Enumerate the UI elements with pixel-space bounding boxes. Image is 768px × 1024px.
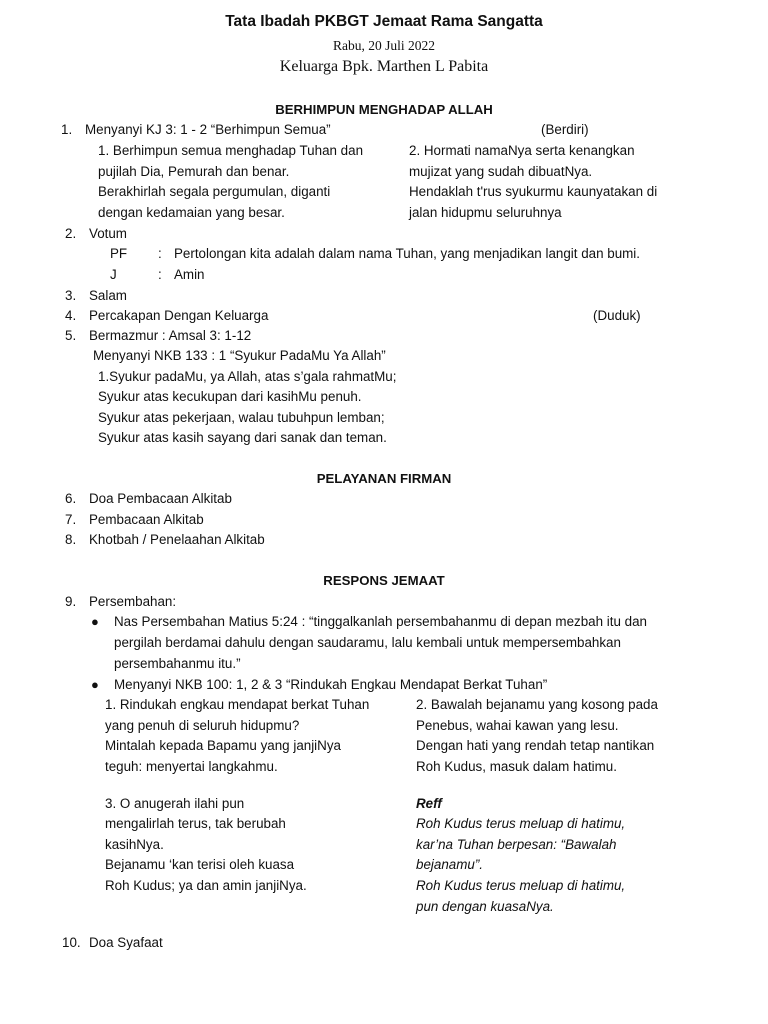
hymn-line: 2. Bawalah bejanamu yang kosong pada [416,697,658,712]
bullet-icon: ● [91,677,99,692]
item-number: 2. [65,226,77,241]
hymn-line: Roh Kudus; ya dan amin janjiNya. [105,878,307,893]
item-label: Menyanyi KJ 3: 1 - 2 “Berhimpun Semua” [85,122,331,137]
hymn-line: Roh Kudus, masuk dalam hatimu. [416,759,617,774]
item-label: Doa Syafaat [89,935,163,950]
votum-speaker: PF [110,246,128,261]
votum-text: Pertolongan kita adalah dalam nama Tuhan, yang menjadikan langit dan bumi. [174,246,641,261]
item-number: 6. [65,491,77,506]
hymn-line: 1. Berhimpun semua menghadap Tuhan dan [98,143,364,158]
hymn-line: Syukur atas pekerjaan, walau tubuhpun lemban; [98,410,385,425]
hymn-line: Mintalah kepada Bapamu yang janjiNya [105,738,341,753]
item-label: Votum [89,226,127,241]
hymn-line: Syukur atas kecukupan dari kasihMu penuh. [98,389,362,404]
section-heading-pelayanan: PELAYANAN FIRMAN [316,471,452,486]
offering-verse-line: pergilah berdamai dahulu dengan saudaramu, lalu kembali untuk mempersembahkan [114,635,621,650]
service-date: Rabu, 20 Juli 2022 [332,38,435,53]
item-number: 1. [61,122,73,137]
item-number: 3. [65,288,77,303]
hymn-line: Syukur atas kasih sayang dari sanak dan teman. [98,430,387,445]
item-label: Bermazmur : Amsal 3: 1-12 [89,328,252,343]
posture-note: (Berdiri) [541,122,589,137]
posture-note: (Duduk) [593,308,641,323]
hymn-line: jalan hidupmu seluruhnya [409,205,562,220]
refrain-line: Roh Kudus terus meluap di hatimu, [416,816,626,831]
hymn-line: Bejanamu ‘kan terisi oleh kuasa [105,857,295,872]
section-heading-respons: RESPONS JEMAAT [323,573,445,588]
item-number: 7. [65,512,77,527]
item-number: 10. [62,935,81,950]
page-title: Tata Ibadah PKBGT Jemaat Rama Sangatta [225,13,543,30]
hymn-line: pujilah Dia, Pemurah dan benar. [98,164,290,179]
offering-verse-line: Nas Persembahan Matius 5:24 : “tinggalkanlah persembahanmu di depan mezbah itu dan [114,614,647,629]
bullet-icon: ● [91,614,99,629]
item-label: Percakapan Dengan Keluarga [89,308,269,323]
item-label: Persembahan: [89,594,177,609]
item-label: Doa Pembacaan Alkitab [89,491,232,506]
item-label: Khotbah / Penelaahan Alkitab [89,532,265,547]
refrain-line: bejanamu”. [416,857,483,872]
votum-separator: : [158,246,162,261]
hymn-line: mengalirlah terus, tak berubah [105,816,286,831]
hymn-line: dengan kedamaian yang besar. [98,205,285,220]
hymn-line: kasihNya. [105,837,164,852]
item-number: 5. [65,328,77,343]
votum-text: Amin [174,267,205,282]
refrain-line: pun dengan kuasaNya. [416,899,554,914]
votum-separator: : [158,267,162,282]
hymn-line: yang penuh di seluruh hidupmu? [105,718,300,733]
votum-speaker: J [110,267,117,282]
offering-verse-line: persembahanmu itu.” [114,656,241,671]
hymn-line: teguh: menyertai langkahmu. [105,759,278,774]
hymn-line: Dengan hati yang rendah tetap nantikan [416,738,655,753]
hymn-line: Berakhirlah segala pergumulan, diganti [98,184,331,199]
hymn-line: mujizat yang sudah dibuatNya. [409,164,593,179]
item-label: Pembacaan Alkitab [89,512,204,527]
refrain-label: Reff [416,796,442,811]
offering-hymn-label: Menyanyi NKB 100: 1, 2 & 3 “Rindukah Engkau Mendapat Berkat Tuhan” [114,677,548,692]
item-number: 9. [65,594,77,609]
hymn-line: Hendaklah t'rus syukurmu kaunyatakan di [409,184,658,199]
item-sublabel: Menyanyi NKB 133 : 1 “Syukur PadaMu Ya Allah” [93,348,386,363]
item-number: 8. [65,532,77,547]
hymn-line: 1.Syukur padaMu, ya Allah, atas s’gala rahmatMu; [98,369,397,384]
item-number: 4. [65,308,77,323]
hymn-line: Penebus, wahai kawan yang lesu. [416,718,619,733]
family-name: Keluarga Bpk. Marthen L Pabita [279,58,489,75]
hymn-line: 3. O anugerah ilahi pun [105,796,245,811]
hymn-line: 2. Hormati namaNya serta kenangkan [409,143,635,158]
refrain-line: kar’na Tuhan berpesan: “Bawalah [416,837,617,852]
section-heading-berhimpun: BERHIMPUN MENGHADAP ALLAH [275,102,493,117]
hymn-line: 1. Rindukah engkau mendapat berkat Tuhan [105,697,370,712]
item-label: Salam [89,288,127,303]
refrain-line: Roh Kudus terus meluap di hatimu, [416,878,626,893]
